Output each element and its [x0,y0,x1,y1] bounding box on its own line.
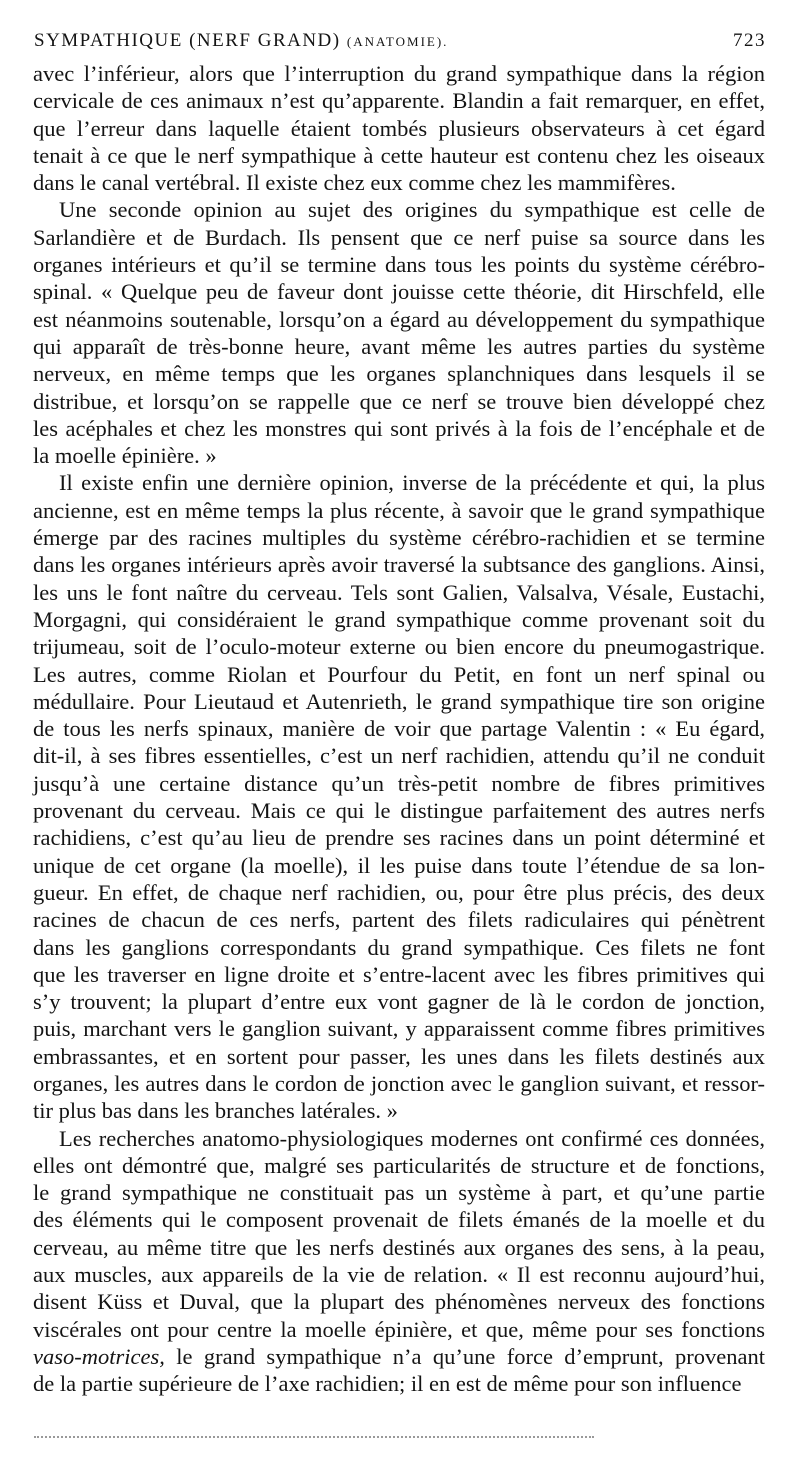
text-line: provenant du cerveau. Mais ce qui le distingue parfaitement des autres nerfs [33,798,765,824]
text-line: aux muscles, aux appareils de la vie de relation. « Il est reconnu aujourd’hui, [33,1262,765,1288]
text-line: embrassantes, et en sortent pour passer, les unes dans les filets destinés aux [33,1043,765,1069]
running-title: SYMPATHIQUE (NERF GRAND) (ANATOMIE). [34,30,449,51]
text-line: ancienne, est en même temps la plus récente, à savoir que le grand sympathique [33,497,765,523]
text-line: cervicale de ces animaux n’est qu’apparente. Blandin a fait remarquer, en effet, [33,88,765,114]
text-line: est néanmoins soutenable, lorsqu’on a égard au développement du sympathique [33,306,765,332]
text-line: de tous les nerfs spinaux, manière de voir que partage Valentin : « Eu égard, [33,716,765,742]
text-line: Une seconde opinion au sujet des origines du sympathique est celle de [59,197,765,223]
text-line: Morgagni, qui considéraient le grand sympathique comme provenant soit du [33,606,765,632]
text-line: organes, les autres dans le cordon de jonction avec le ganglion suivant, et ressor- [33,1070,765,1096]
running-section: (ANATOMIE). [346,34,449,49]
text-line: dans le canal vertébral. Il existe chez eux comme chez les mammifères. [33,170,676,196]
text-line: gueur. En effet, de chaque nerf rachidien, ou, pour être plus précis, des deux [33,879,765,905]
text-line: Les autres, comme Riolan et Pourfour du Petit, en font un nerf spinal ou [33,661,765,687]
text-line: que les traverser en ligne droite et s’entre-lacent avec les fibres primitives qui [33,961,765,987]
text-line: s’y trouvent; la plupart d’entre eux vont gagner de là le cordon de jonction, [33,989,765,1015]
text-line: disent Küss et Duval, que la plupart des phénomènes nerveux des fonctions [33,1289,765,1315]
text-line: spinal. « Quelque peu de faveur dont jouisse cette théorie, dit Hirschfeld, elle [33,279,765,305]
text-line: cerveau, au même titre que les nerfs destinés aux organes des sens, à la peau, [33,1234,765,1260]
text-line: vaso-motrices, le grand sympathique n’a qu’une force d’emprunt, provenant [33,1343,765,1369]
page-number: 723 [733,30,766,51]
text-line: que l’erreur dans laquelle étaient tombés plusieurs observateurs à cet égard [33,115,765,141]
text-line: les acéphales et chez les monstres qui sont privés à la fois de l’encéphale et de [33,415,765,441]
paragraph [33,469,765,1124]
body-text [33,60,765,1398]
text-line: Il existe enfin une dernière opinion, inverse de la précédente et qui, la plus [59,470,765,496]
text-line: dit-il, à ses fibres essentielles, c’est un nerf rachidien, attendu qu’il ne conduit [33,743,765,769]
text-line: Sarlandière et de Burdach. Ils pensent que ce nerf puise sa source dans les [33,224,765,250]
paragraph [33,196,765,469]
text-line: elles ont démontré que, malgré ses particularités de structure et de fonctions, [33,1152,765,1178]
text-line: dans les organes intérieurs après avoir traversé la subtsance des ganglions. Ainsi, [33,552,765,578]
running-header [34,30,766,54]
footer-rule [34,1436,594,1438]
text-line: distribue, et lorsqu’on se rappelle que ce nerf se trouve bien développé chez [33,388,765,414]
text-line: dans les ganglions correspondants du grand sympathique. Ces filets ne font [33,934,765,960]
text-line: organes intérieurs et qu’il se termine dans tous les points du système cérébro- [33,252,765,278]
text-line: rachidiens, c’est qu’au lieu de prendre ses racines dans un point déterminé et [33,825,765,851]
text-line: des éléments qui le composent provenait de filets émanés de la moelle et du [33,1207,765,1233]
text-line: tenait à ce que le nerf sympathique à cette hauteur est contenu chez les oiseaux [33,142,765,168]
text-line: puis, marchant vers le ganglion suivant, y apparaissent comme fibres primitives [33,1016,765,1042]
paragraph [33,1125,765,1398]
text-line: avec l’inférieur, alors que l’interruption du grand sympathique dans la région [33,61,765,86]
text-line: émerge par des racines multiples du système cérébro-rachidien et se termine [33,525,765,551]
text-line: racines de chacun de ces nerfs, partent des filets radiculaires qui pénètrent [33,907,765,933]
text-line: Les recherches anatomo-physiologiques modernes ont confirmé ces données, [59,1125,765,1151]
text-line: qui apparaît de très-bonne heure, avant même les autres parties du système [33,333,765,359]
text-line: tir plus bas dans les branches latérales. » [33,1098,398,1124]
text-line: jusqu’à une certaine distance qu’un très-petit nombre de fibres primitives [33,770,765,796]
text-line: médullaire. Pour Lieutaud et Autenrieth, le grand sympathique tire son origine [33,688,765,714]
text-line: la moelle épinière. » [33,443,217,469]
text-line: trijumeau, soit de l’oculo-moteur externe ou bien encore du pneumogastrique. [33,634,765,660]
text-line: viscérales ont pour centre la moelle épinière, et que, même pour ses fonctions [33,1316,765,1342]
text-line: le grand sympathique ne constituait pas un système à part, et qu’une partie [33,1180,765,1206]
text-line: de la partie supérieure de l’axe rachidien; il en est de même pour son influence [33,1371,742,1397]
text-line: les uns le font naître du cerveau. Tels sont Galien, Valsalva, Vésale, Eustachi, [33,579,765,605]
text-line: nerveux, en même temps que les organes splanchniques dans lesquels il se [33,361,765,387]
text-line: unique de cet organe (la moelle), il les puise dans toute l’étendue de sa lon- [33,852,765,878]
paragraph [33,60,765,196]
